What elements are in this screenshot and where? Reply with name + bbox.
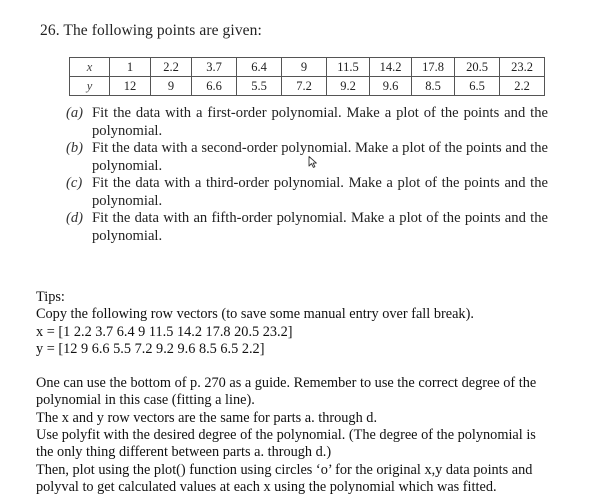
part-b	[66, 140, 548, 175]
y-vector: y = [12 9 6.6 5.5 7.2 9.2 9.6 8.5 6.5 2.2]	[36, 340, 265, 357]
part-d	[66, 210, 548, 245]
y-header-cell: y	[70, 77, 110, 96]
part-label: (b)	[66, 140, 84, 156]
table-cell: 1	[110, 58, 151, 77]
mouse-pointer-icon	[308, 156, 318, 168]
guide-paragraph: One can use the bottom of p. 270 as a guide. Remember to use the correct degree of the polynomial in this case (fitting a line).	[36, 375, 537, 409]
table-cell: 5.5	[237, 77, 282, 96]
table-cell: 11.5	[327, 58, 370, 77]
problem-title: 26. The following points are given:	[40, 22, 262, 39]
part-label: (a)	[66, 105, 84, 121]
parts-list	[66, 105, 548, 245]
tips-heading: Tips:	[36, 289, 65, 305]
plot-note: Then, plot using the plot() function using circles ‘o’ for the original x,y data points and polyval to get calculated values at each x using the polynomial which was fitted.	[36, 461, 533, 495]
table-cell: 2.2	[500, 77, 545, 96]
part-a	[66, 105, 548, 140]
part-c	[66, 175, 548, 210]
same-vectors-note: The x and y row vectors are the same for parts a. through d.	[36, 409, 378, 426]
part-text: Fit the data with a second-order polynomial. Make a plot of the points and the polynomial.	[92, 140, 548, 174]
table-cell: 9	[151, 77, 192, 96]
polyfit-note: Use polyfit with the desired degree of the polynomial. (The degree of the polynomial is the only thing different between parts a. through d.)	[36, 427, 536, 461]
blank-line	[36, 358, 550, 375]
data-table	[69, 57, 545, 96]
table-row-x	[70, 58, 545, 77]
table-cell: 6.4	[237, 58, 282, 77]
table-cell: 6.5	[455, 77, 500, 96]
part-text: Fit the data with a first-order polynomial. Make a plot of the points and the polynomial.	[92, 105, 548, 139]
table-row-y	[70, 77, 545, 96]
tips-section	[36, 289, 550, 496]
table-cell: 9	[282, 58, 327, 77]
part-label: (c)	[66, 175, 83, 191]
table-cell: 9.2	[327, 77, 370, 96]
table-cell: 7.2	[282, 77, 327, 96]
table-cell: 12	[110, 77, 151, 96]
x-header-cell: x	[70, 58, 110, 77]
table-cell: 6.6	[192, 77, 237, 96]
copy-instruction: Copy the following row vectors (to save some manual entry over fall break).	[36, 306, 474, 323]
table-cell: 8.5	[412, 77, 455, 96]
table-cell: 20.5	[455, 58, 500, 77]
table-cell: 9.6	[370, 77, 412, 96]
table-cell: 2.2	[151, 58, 192, 77]
x-vector: x = [1 2.2 3.7 6.4 9 11.5 14.2 17.8 20.5 23.2]	[36, 323, 293, 340]
part-text: Fit the data with a third-order polynomial. Make a plot of the points and the polynomial.	[92, 175, 548, 209]
table-cell: 17.8	[412, 58, 455, 77]
table-cell: 3.7	[192, 58, 237, 77]
part-text: Fit the data with an fifth-order polynomial. Make a plot of the points and the polynomial.	[92, 210, 548, 244]
part-label: (d)	[66, 210, 84, 226]
table-cell: 23.2	[500, 58, 545, 77]
table-cell: 14.2	[370, 58, 412, 77]
